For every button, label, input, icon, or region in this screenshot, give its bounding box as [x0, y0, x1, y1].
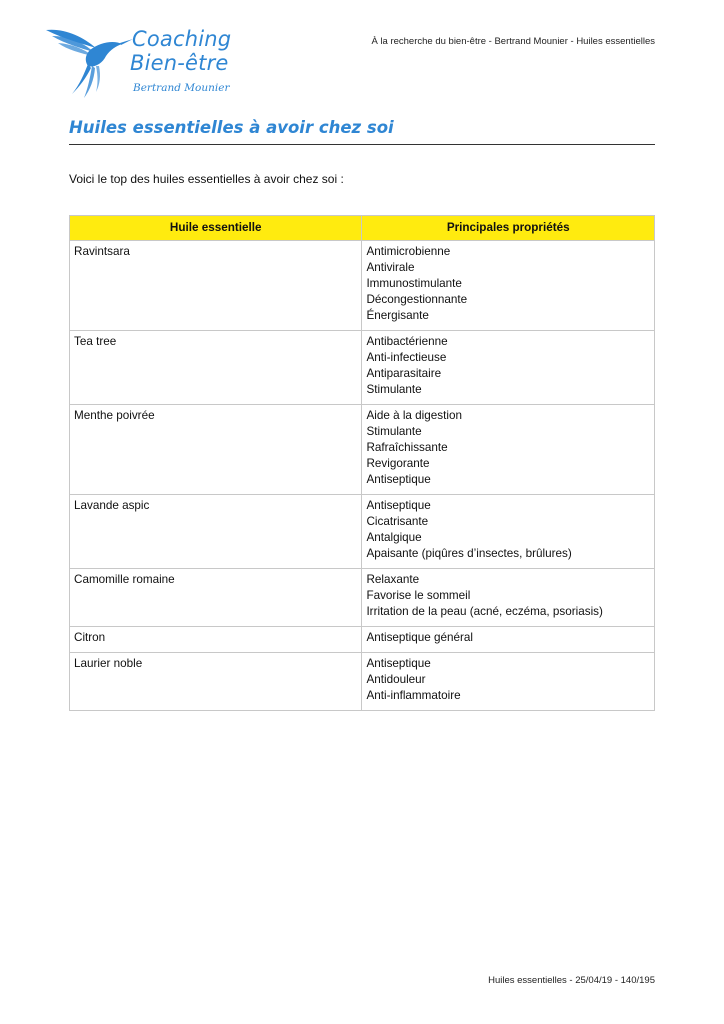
- hummingbird-icon: [44, 24, 134, 102]
- logo-text-line1: Coaching: [132, 27, 232, 51]
- table-body: [70, 241, 655, 711]
- column-header-properties: Principales propriétés: [362, 216, 655, 241]
- property-item: Relaxante: [366, 573, 420, 586]
- property-item: Anti-infectieuse: [366, 351, 447, 364]
- property-item: Antiseptique général: [366, 631, 474, 644]
- table-row: [70, 569, 655, 627]
- properties-cell: [362, 627, 655, 653]
- oil-name-cell: Laurier noble: [70, 653, 362, 711]
- page-footer: Huiles essentielles - 25/04/19 - 140/195: [488, 975, 655, 986]
- oil-name-cell: Lavande aspic: [70, 495, 362, 569]
- table-row: [70, 627, 655, 653]
- property-item: Irritation de la peau (acné, eczéma, psoriasis): [366, 605, 603, 618]
- table-row: [70, 405, 655, 495]
- table-row: [70, 331, 655, 405]
- table-row: [70, 241, 655, 331]
- property-item: Décongestionnante: [366, 293, 468, 306]
- property-item: Antiseptique: [366, 499, 431, 512]
- properties-cell: [362, 495, 655, 569]
- essential-oils-table: [69, 215, 655, 711]
- oil-name-cell: Tea tree: [70, 331, 362, 405]
- property-item: Anti-inflammatoire: [366, 689, 461, 702]
- logo-author: Bertrand Mounier: [133, 82, 230, 94]
- property-item: Revigorante: [366, 457, 430, 470]
- property-item: Antidouleur: [366, 673, 426, 686]
- property-item: Antalgique: [366, 531, 422, 544]
- property-item: Immunostimulante: [366, 277, 462, 290]
- property-item: Apaisante (piqûres d’insectes, brûlures): [366, 547, 572, 560]
- intro-paragraph: Voici le top des huiles essentielles à avoir chez soi :: [69, 172, 344, 186]
- property-item: Stimulante: [366, 425, 422, 438]
- property-item: Énergisante: [366, 309, 429, 322]
- property-item: Antivirale: [366, 261, 415, 274]
- title-divider: [69, 144, 655, 145]
- property-item: Rafraîchissante: [366, 441, 448, 454]
- oil-name-cell: Menthe poivrée: [70, 405, 362, 495]
- running-header: À la recherche du bien-être - Bertrand Mounier - Huiles essentielles: [371, 36, 655, 47]
- property-item: Stimulante: [366, 383, 422, 396]
- table-header-row: [70, 216, 655, 241]
- property-item: Antiparasitaire: [366, 367, 442, 380]
- column-header-oil: Huile essentielle: [70, 216, 362, 241]
- property-item: Antimicrobienne: [366, 245, 451, 258]
- page-title: Huiles essentielles à avoir chez soi: [69, 118, 394, 137]
- property-item: Antibactérienne: [366, 335, 448, 348]
- table-row: [70, 495, 655, 569]
- property-item: Antiseptique: [366, 473, 431, 486]
- oil-name-cell: Ravintsara: [70, 241, 362, 331]
- table-row: [70, 653, 655, 711]
- oil-name-cell: Camomille romaine: [70, 569, 362, 627]
- property-item: Cicatrisante: [366, 515, 429, 528]
- properties-cell: [362, 653, 655, 711]
- logo-text-line2: Bien-être: [130, 51, 229, 75]
- property-item: Antiseptique: [366, 657, 431, 670]
- properties-cell: [362, 331, 655, 405]
- oil-name-cell: Citron: [70, 627, 362, 653]
- properties-cell: [362, 241, 655, 331]
- properties-cell: [362, 405, 655, 495]
- property-item: Favorise le sommeil: [366, 589, 471, 602]
- property-item: Aide à la digestion: [366, 409, 462, 422]
- properties-cell: [362, 569, 655, 627]
- site-logo: [44, 24, 244, 104]
